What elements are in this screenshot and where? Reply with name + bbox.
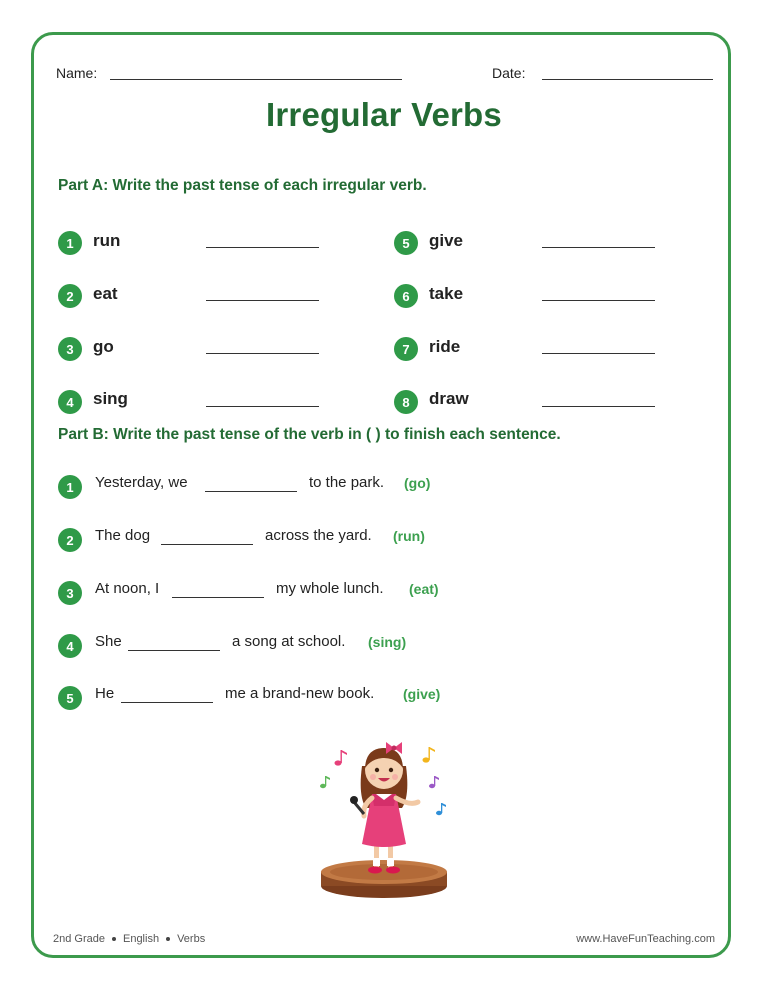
- part-b-sentence-2-end: across the yard.: [265, 527, 372, 544]
- part-a-answer-8[interactable]: [542, 406, 655, 407]
- part-a-answer-5[interactable]: [542, 247, 655, 248]
- part-a-number-7: 7: [394, 337, 418, 361]
- part-b-number-5: 5: [58, 686, 82, 710]
- part-b-hint-3: (eat): [409, 581, 439, 597]
- part-a-answer-7[interactable]: [542, 353, 655, 354]
- part-a-answer-2[interactable]: [206, 300, 319, 301]
- part-a-answer-6[interactable]: [542, 300, 655, 301]
- part-b-sentence-5-start: He: [95, 685, 115, 702]
- part-a-number-6: 6: [394, 284, 418, 308]
- part-b-answer-4[interactable]: [128, 650, 220, 651]
- part-b-heading: Part B: Write the past tense of the verb in ( ) to finish each sentence.: [58, 426, 561, 443]
- part-b-hint-1: (go): [404, 475, 431, 491]
- part-a-heading: Part A: Write the past tense of each irregular verb.: [58, 177, 427, 194]
- part-b-sentence-3-start: At noon, I: [95, 580, 160, 597]
- part-b-hint-4: (sing): [368, 634, 407, 650]
- part-a-answer-1[interactable]: [206, 247, 319, 248]
- part-b-answer-5[interactable]: [121, 702, 213, 703]
- date-label: Date:: [492, 65, 526, 81]
- part-b-sentence-5-end: me a brand-new book.: [225, 685, 375, 702]
- footer-breadcrumb: [53, 933, 205, 945]
- part-b-sentence-1-start: Yesterday, we: [95, 474, 188, 491]
- part-b-number-4: 4: [58, 634, 82, 658]
- footer-grade: 2nd Grade: [53, 933, 105, 945]
- part-a-answer-3[interactable]: [206, 353, 319, 354]
- part-b-sentence-3-end: my whole lunch.: [276, 580, 384, 597]
- part-b-answer-1[interactable]: [205, 491, 297, 492]
- footer-website[interactable]: www.HaveFunTeaching.com: [576, 933, 715, 945]
- separator-dot: [166, 937, 170, 941]
- part-a-number-5: 5: [394, 231, 418, 255]
- part-b-answer-2[interactable]: [161, 544, 253, 545]
- part-b-answer-3[interactable]: [172, 597, 264, 598]
- part-a-word-7: ride: [429, 337, 461, 356]
- separator-dot: [112, 937, 116, 941]
- name-label: Name:: [56, 65, 98, 81]
- date-field[interactable]: [542, 79, 713, 80]
- part-b-sentence-1-end: to the park.: [309, 474, 385, 491]
- part-a-word-6: take: [429, 284, 464, 303]
- part-a-word-4: sing: [93, 389, 128, 408]
- footer-topic: Verbs: [177, 933, 206, 945]
- part-a-word-5: give: [429, 231, 464, 250]
- part-b-number-1: 1: [58, 475, 82, 499]
- part-a-number-3: 3: [58, 337, 82, 361]
- part-b-hint-2: (run): [393, 528, 425, 544]
- part-a-number-4: 4: [58, 390, 82, 414]
- part-a-number-8: 8: [394, 390, 418, 414]
- page-title: Irregular Verbs: [266, 96, 502, 133]
- part-a-word-3: go: [93, 337, 114, 356]
- part-a-word-8: draw: [429, 389, 469, 408]
- part-a-word-1: run: [93, 231, 121, 250]
- part-b-sentence-4-end: a song at school.: [232, 633, 346, 650]
- part-b-sentence-4-start: She: [95, 633, 122, 650]
- part-a-word-2: eat: [93, 284, 118, 303]
- part-b-sentence-2-start: The dog: [95, 527, 151, 544]
- part-b-hint-5: (give): [403, 686, 441, 702]
- part-b-number-3: 3: [58, 581, 82, 605]
- part-a-number-2: 2: [58, 284, 82, 308]
- part-b-number-2: 2: [58, 528, 82, 552]
- girl-singing-on-stage-icon: [314, 736, 454, 904]
- part-a-answer-4[interactable]: [206, 406, 319, 407]
- name-field[interactable]: [110, 79, 402, 80]
- part-a-number-1: 1: [58, 231, 82, 255]
- footer-subject: English: [122, 933, 160, 945]
